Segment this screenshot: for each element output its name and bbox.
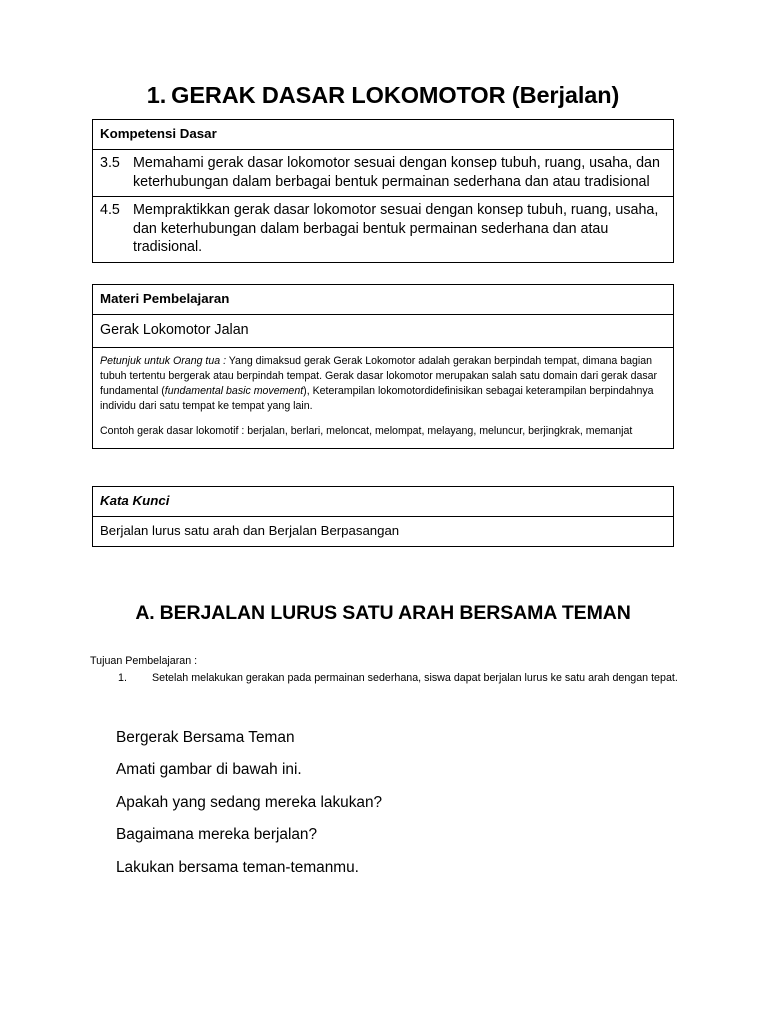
- materi-subtitle: Gerak Lokomotor Jalan: [93, 314, 673, 347]
- page-title-number: 1.: [146, 82, 167, 108]
- kompetensi-code: 3.5: [100, 154, 120, 171]
- section-a-heading: [92, 602, 674, 625]
- prompt-line: Amati gambar di bawah ini.: [116, 761, 302, 779]
- kompetensi-code: 4.5: [100, 202, 120, 219]
- prompt-line: Bagaimana mereka berjalan?: [116, 826, 318, 844]
- kata-kunci-value: Berjalan lurus satu arah dan Berjalan Berpasangan: [93, 516, 673, 546]
- list-item-text: Setelah melakukan gerakan pada permainan sederhana, siswa dapat berjalan lurus ke satu arah dengan tepat.: [152, 671, 678, 684]
- tujuan-pembelajaran-block: [90, 654, 680, 687]
- tujuan-pembelajaran-list: [90, 671, 680, 686]
- prompt-line: Lakukan bersama teman-temanmu.: [116, 858, 359, 876]
- table-row: [93, 149, 673, 196]
- prompt-line: Bergerak Bersama Teman: [116, 729, 295, 746]
- section-a-title: BERJALAN LURUS SATU ARAH BERSAMA TEMAN: [159, 602, 631, 624]
- materi-pembelajaran-table: [92, 284, 674, 449]
- kompetensi-text: Mempraktikkan gerak dasar lokomotor sesuai dengan konsep tubuh, ruang, usaha, dan keterhubungan dalam berbagai bentuk permainan sederhana dan atau tradisional.: [133, 202, 659, 256]
- materi-note-paragraph: [100, 354, 665, 414]
- section-a-number: A.: [135, 602, 155, 624]
- prompt-lines: [116, 730, 676, 875]
- kompetensi-text: Memahami gerak dasar lokomotor sesuai dengan konsep tubuh, ruang, usaha, dan keterhubungan dalam berbagai bentuk permainan sederhana dan atau tradisional: [133, 154, 660, 190]
- kompetensi-dasar-table: [92, 119, 674, 263]
- prompt-line: Apakah yang sedang mereka lakukan?: [116, 793, 383, 811]
- materi-note-part2: ), Keterampilan lokomotordidefinisikan sebagai keterampilan berpindahnya individu dari satu tempat ke tempat yang lain.: [100, 384, 654, 412]
- materi-note-part1: Yang dimaksud gerak Gerak Lokomotor adalah gerakan berpindah tempat, dimana bagian tubuh tertentu bergerak atau berpindah tempat. Gerak dasar lokomotor merupakan salah satu domain dari gerak dasar fundamental (: [100, 354, 658, 397]
- tujuan-pembelajaran-label: Tujuan Pembelajaran :: [90, 655, 198, 667]
- materi-pembelajaran-header: Materi Pembelajaran: [100, 291, 230, 306]
- kata-kunci-header: Kata Kunci: [100, 493, 170, 508]
- materi-body: [93, 347, 673, 448]
- page-title-text: GERAK DASAR LOKOMOTOR (Berjalan): [171, 82, 620, 108]
- materi-note-term: fundamental basic movement: [164, 384, 304, 397]
- materi-examples-paragraph: Contoh gerak dasar lokomotif : berjalan, berlari, meloncat, melompat, melayang, meluncur, berjingkrak, memanjat: [100, 424, 633, 437]
- kata-kunci-table: [92, 486, 674, 547]
- table-row: [93, 196, 673, 262]
- materi-note-label: Petunjuk untuk Orang tua :: [100, 354, 227, 367]
- kompetensi-dasar-header: Kompetensi Dasar: [100, 126, 217, 141]
- page-title: [92, 82, 674, 108]
- list-item: [90, 671, 680, 686]
- list-item-marker: 1.: [118, 671, 127, 684]
